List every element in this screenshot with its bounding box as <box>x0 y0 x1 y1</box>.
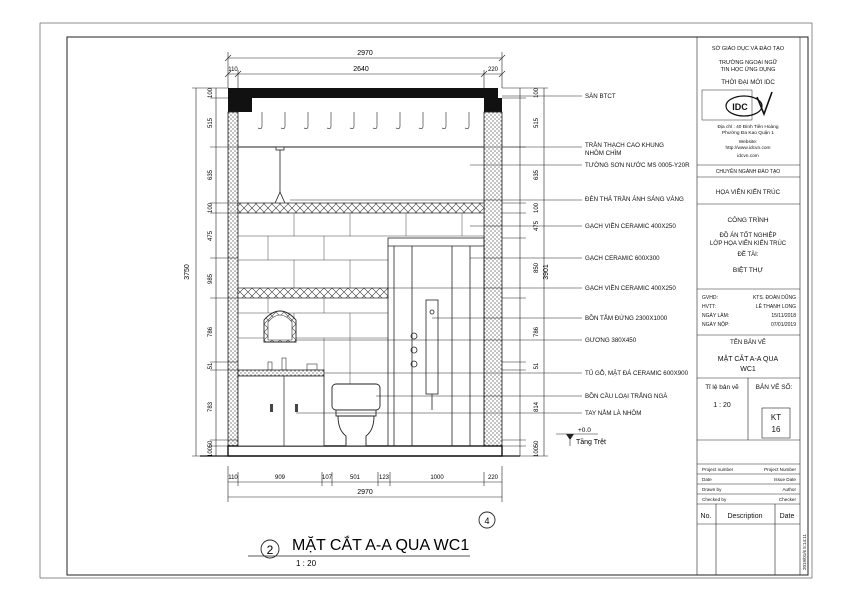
callout-toilet: BỒN CẦU LOẠI TRẮNG NGÀ <box>585 393 668 400</box>
dim-left-8: 51 <box>208 362 214 370</box>
toilet <box>332 384 380 446</box>
callout-border-tile-top: GẠCH VIỀN CERAMIC 400X250 <box>585 223 676 230</box>
dim-right-3: 635 <box>534 169 540 181</box>
dim-left-6: 985 <box>208 273 214 285</box>
tb-school-1: TRƯỜNG NGOẠI NGỮ <box>718 60 778 66</box>
callout-vanity: TỦ GỖ, MẶT ĐÁ CERAMIC 600X900 <box>585 370 689 377</box>
tb-school-3: THỜI ĐẠI MỚI IDC <box>721 79 775 86</box>
tb-proj-num-label: Project number <box>702 467 734 472</box>
section-marker: 4 <box>484 516 490 526</box>
dim-left-segments <box>208 87 214 457</box>
tb-proj-num: Project Number <box>764 467 796 472</box>
tb-date-make-label: NGÀY LÀM: <box>702 313 730 319</box>
tb-sheet-no-label: BẢN VẼ SỐ: <box>755 384 793 391</box>
tb-date-submit: 07/01/2019 <box>770 322 796 328</box>
dim-right-8: 51 <box>534 362 540 370</box>
dim-right-segments <box>534 87 540 457</box>
dim-left-3: 635 <box>208 169 214 181</box>
dim-right-9: 814 <box>534 401 540 413</box>
drawing-number: 2 <box>266 543 274 557</box>
callout-shower: BỒN TẮM ĐỨNG 2300X1000 <box>585 315 668 322</box>
tb-hvtt: LÊ THANH LONG <box>755 304 796 310</box>
wall-left <box>228 112 238 446</box>
tb-sheet-name-label: TÊN BẢN VẼ <box>730 340 766 346</box>
dim-top-right-wall: 220 <box>487 67 499 73</box>
tb-major: HỌA VIÊN KIẾN TRÚC <box>715 189 781 196</box>
bottom-dimension-lines <box>228 466 502 502</box>
tb-date-submit-label: NGÀY NỘP: <box>702 322 730 328</box>
tb-scale-label: Tỉ lệ bản vẽ <box>705 384 739 391</box>
section-drawing <box>200 88 520 456</box>
dim-left-5: 475 <box>208 230 214 242</box>
dim-left-10: 50 <box>208 440 214 448</box>
tb-project-label: CÔNG TRÌNH <box>727 217 769 224</box>
tb-dept: SỞ GIÁO DỤC VÀ ĐÀO TẠO <box>711 46 785 52</box>
dim-right-11: 100 <box>534 446 540 458</box>
tb-website-label: Website: <box>738 140 758 145</box>
dim-bottom-1: 110 <box>228 475 238 481</box>
dim-top-inner: 2640 <box>353 66 369 73</box>
dim-bottom-7: 220 <box>487 475 499 481</box>
tb-sheet-no-2: 16 <box>771 425 781 434</box>
drawing-title-text: MẶT CẮT A-A QUA WC1 <box>292 537 470 554</box>
ceiling-hangers <box>258 112 469 129</box>
border-tile-mid <box>238 288 388 298</box>
dim-bottom-overall: 2970 <box>357 489 373 496</box>
border-tile-top <box>238 203 484 213</box>
floor-slab-bottom <box>228 446 502 456</box>
title-block-text <box>701 45 807 570</box>
drawing-scale: 1 : 20 <box>296 559 317 568</box>
tb-gvhd: KTS. ĐOÀN DŨNG <box>752 295 796 301</box>
dim-right-total: 3901 <box>543 264 550 280</box>
dim-bottom-segments <box>228 475 498 481</box>
tb-project-1: ĐỒ ÁN TỐT NGHIỆP <box>719 233 777 239</box>
logo-text: IDC <box>732 102 748 112</box>
dim-bottom-2: 909 <box>274 475 286 481</box>
tb-project-2: LỚP HỌA VIÊN KIẾN TRÚC <box>709 241 787 247</box>
dim-left-total: 3750 <box>184 264 191 280</box>
tb-date-label: Date <box>702 477 712 482</box>
pendant-lamp <box>268 147 292 210</box>
tb-checked-label: Checked by <box>702 497 727 502</box>
dim-left-1: 100 <box>208 87 214 99</box>
right-dimension-lines <box>502 88 548 456</box>
vanity-cabinet <box>238 370 324 446</box>
tb-gvhd-label: GVHD: <box>702 295 718 301</box>
callout-pendant-lamp: ĐÈN THẢ TRẦN ÁNH SÁNG VÀNG <box>585 196 684 203</box>
tb-address-1: Địa chỉ : 40 Đinh Tiên Hoàng <box>717 125 779 130</box>
tb-sheet-name-1: MẶT CẮT A-A QUA <box>717 356 779 363</box>
idc-logo <box>726 92 772 116</box>
tb-address-2: Phường Đa Kao Quận 1 <box>722 131 774 136</box>
callout-border-tile-mid: GẠCH VIỀN CERAMIC 400X250 <box>585 285 676 292</box>
dim-top-left-wall: 110 <box>228 67 238 73</box>
tb-topic: BIỆT THỰ <box>732 267 764 274</box>
dim-left-11: 100 <box>208 446 214 458</box>
dim-top-overall: 2970 <box>357 50 373 57</box>
dim-bottom-5: 123 <box>378 475 390 481</box>
tb-date: Issue Date <box>774 477 796 482</box>
callout-mirror: GƯƠNG 380X450 <box>585 337 637 344</box>
tb-email: idcvn.com <box>737 154 759 159</box>
dim-left-9: 783 <box>208 401 214 413</box>
drawing-title <box>248 535 470 568</box>
dim-right-1: 100 <box>534 87 540 99</box>
dim-right-10: 50 <box>534 440 540 448</box>
tb-sheet-no-1: KT <box>770 413 782 422</box>
callout-ceiling-2: NHÔM CHÌM <box>585 150 622 157</box>
callout-ceramic-tile: GẠCH CERAMIC 600X300 <box>585 255 660 262</box>
level-value: +0.0 <box>578 427 591 434</box>
tb-topic-label: ĐỀ TÀI: <box>737 252 759 258</box>
tb-date-make: 15/11/2018 <box>771 313 796 319</box>
dim-left-2: 515 <box>208 117 214 129</box>
tb-hvtt-label: HVTT: <box>702 304 716 310</box>
level-marker <box>556 427 606 446</box>
callout-floor-slab: SÀN BTCT <box>585 93 616 100</box>
tb-major-label: CHUYÊN NGÀNH ĐÀO TẠO <box>715 169 781 175</box>
dim-bottom-4: 501 <box>349 475 361 481</box>
dim-left-7: 786 <box>208 326 214 338</box>
dim-right-6: 850 <box>534 262 540 274</box>
dim-right-5: 475 <box>534 220 540 232</box>
dim-left-4: 100 <box>208 202 214 214</box>
beam-left <box>228 98 252 112</box>
dim-right-2: 515 <box>534 117 540 129</box>
dim-right-7: 786 <box>534 326 540 338</box>
tb-website: http://www.idcvn.com <box>725 146 771 151</box>
shower-enclosure <box>388 238 484 446</box>
floor-slab-top <box>228 88 498 98</box>
callout-ceiling-1: TRẦN THẠCH CAO KHUNG <box>585 142 664 149</box>
callout-wall-paint: TƯỜNG SƠN NƯỚC MS 0005-Y20R <box>585 162 690 169</box>
callout-labels <box>585 93 690 417</box>
tb-drawn-label: Drawn by <box>702 487 722 492</box>
tb-rev-desc: Description <box>727 513 763 520</box>
dim-bottom-6: 1000 <box>430 475 444 481</box>
beam-right <box>484 98 502 112</box>
tb-timestamp: 2019/01/6 5:14:11 <box>802 534 807 570</box>
dim-right-4: 100 <box>534 202 540 214</box>
dim-bottom-3: 107 <box>321 475 333 481</box>
level-name: Tầng Trệt <box>576 439 606 446</box>
tb-scale: 1 : 20 <box>713 402 731 409</box>
vanity-accessories <box>268 358 317 370</box>
tb-rev-no: No. <box>700 513 712 520</box>
tb-checked: Checker <box>778 497 796 502</box>
tb-sheet-name-2: WC1 <box>740 366 756 373</box>
tb-school-2: TIN HỌC ỨNG DỤNG <box>720 67 776 73</box>
tb-drawn: Author <box>782 487 796 492</box>
callout-handle: TAY NẮM LÀ NHÔM <box>585 410 642 417</box>
tb-rev-date: Date <box>779 513 795 520</box>
